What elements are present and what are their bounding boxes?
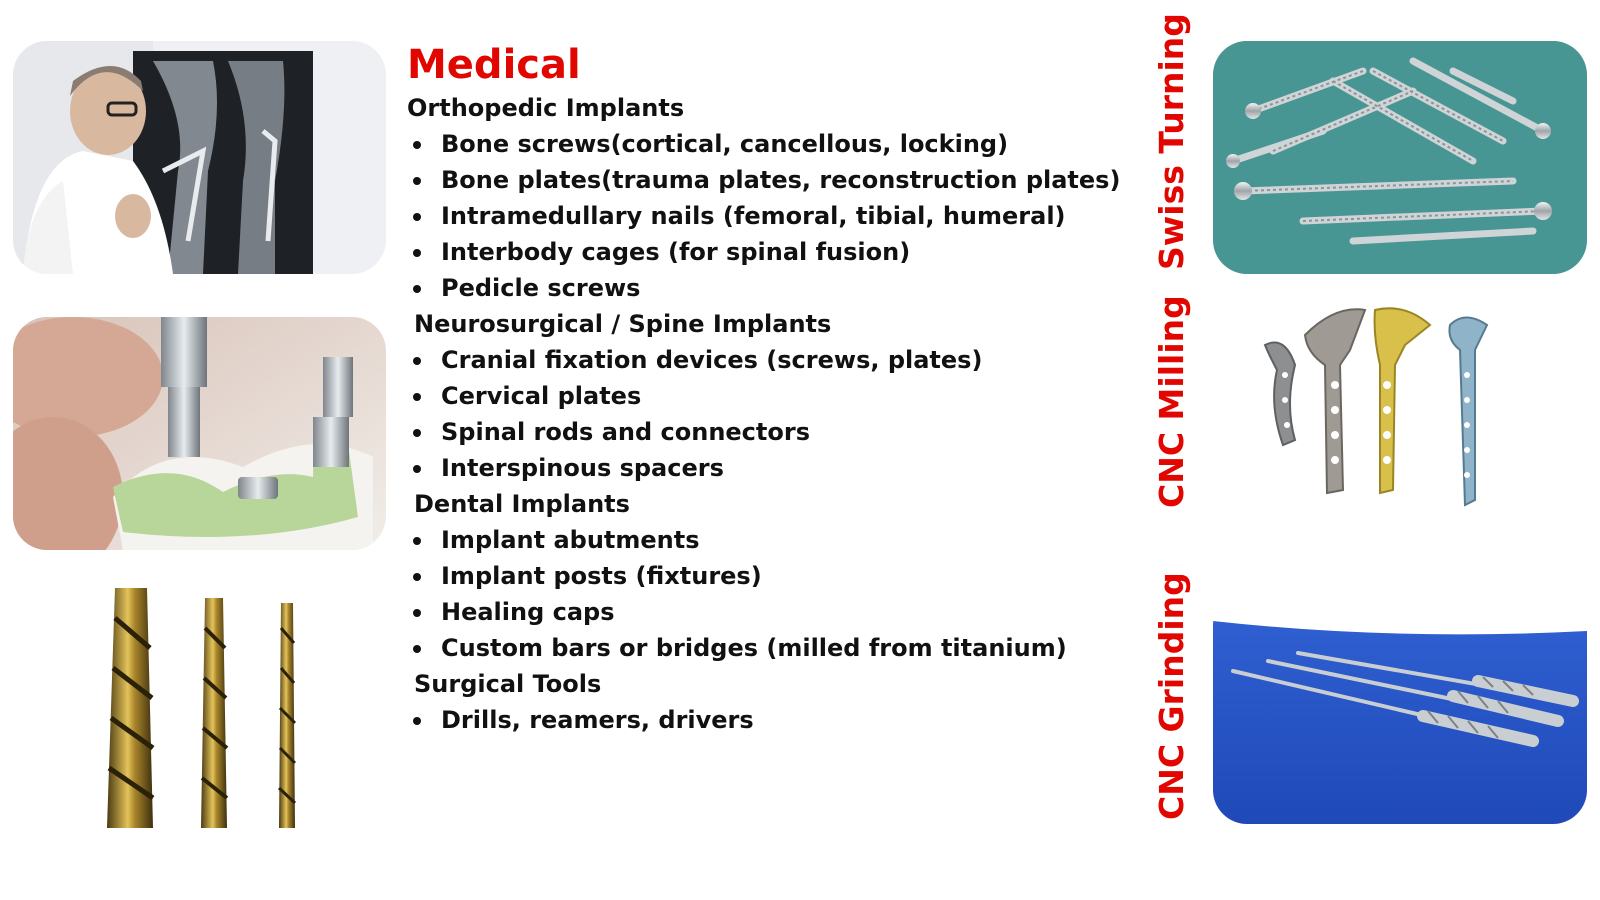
process-label-cnc-milling: CNC Milling (1152, 295, 1191, 508)
bone-plates-photo (1255, 305, 1517, 521)
list-item: Spinal rods and connectors (405, 414, 1125, 450)
list-item: Bone screws(cortical, cancellous, locking) (405, 126, 1125, 162)
medical-content (405, 40, 1125, 738)
list-item: Pedicle screws (405, 270, 1125, 306)
section-heading-surgical-tools: Surgical Tools (414, 670, 602, 698)
list-item: Interspinous spacers (405, 450, 1125, 486)
list-item: Implant abutments (405, 522, 1125, 558)
doctor-xray-photo (13, 41, 386, 274)
section-heading-neurosurgical: Neurosurgical / Spine Implants (414, 310, 832, 338)
section-heading-orthopedic: Orthopedic Implants (407, 94, 685, 122)
list-item: Cervical plates (405, 378, 1125, 414)
list-item: Bone plates(trauma plates, reconstruction plates) (405, 162, 1125, 198)
process-label-swiss-turning: Swiss Turning (1152, 13, 1191, 270)
page-title: Medical (407, 42, 581, 88)
list-item: Implant posts (fixtures) (405, 558, 1125, 594)
bone-screws-photo (1213, 41, 1587, 274)
section-heading-dental: Dental Implants (414, 490, 630, 518)
surgical-reamers-photo (1213, 591, 1587, 824)
dental-implant-photo (13, 317, 386, 550)
drill-bits-photo (95, 588, 320, 828)
process-label-cnc-grinding: CNC Grinding (1152, 572, 1191, 820)
list-item: Cranial fixation devices (screws, plates) (405, 342, 1125, 378)
list-item: Intramedullary nails (femoral, tibial, humeral) (405, 198, 1125, 234)
list-item: Custom bars or bridges (milled from titanium) (405, 630, 1125, 666)
list-item: Drills, reamers, drivers (405, 702, 1125, 738)
list-item: Healing caps (405, 594, 1125, 630)
list-item: Interbody cages (for spinal fusion) (405, 234, 1125, 270)
